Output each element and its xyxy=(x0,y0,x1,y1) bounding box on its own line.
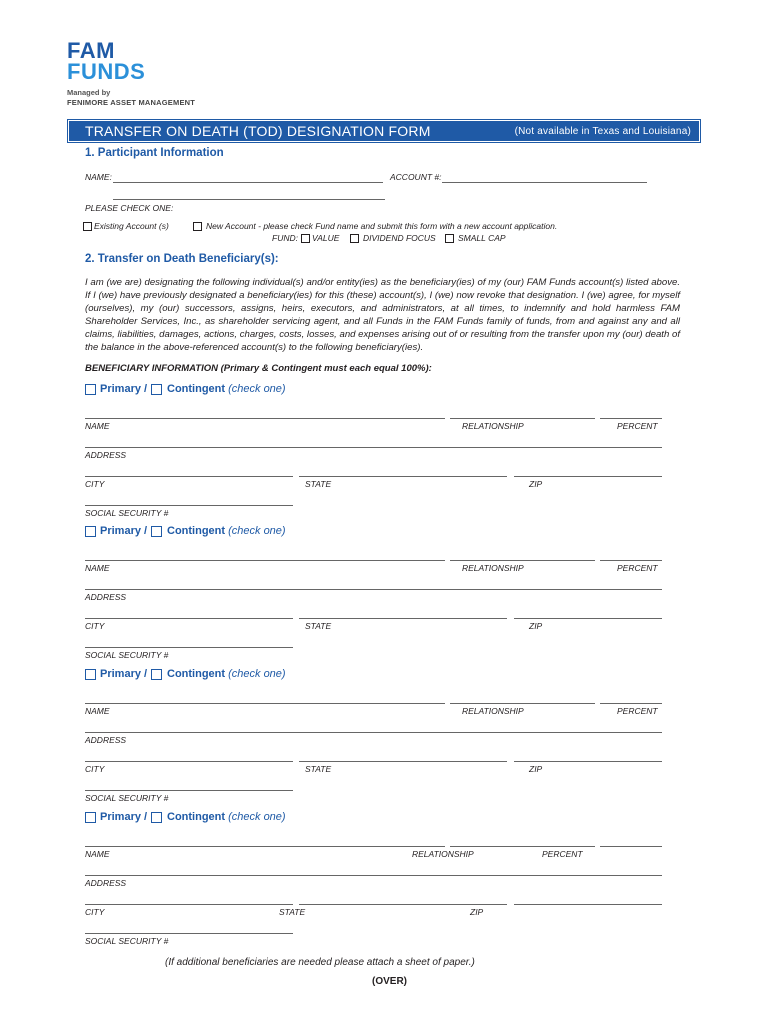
beneficiary-relationship-field-4[interactable] xyxy=(450,846,595,847)
contingent-label-1 xyxy=(167,383,286,395)
additional-beneficiaries-note: (If additional beneficiaries are needed please attach a sheet of paper.) xyxy=(165,957,475,968)
beneficiary-zip-field-4[interactable] xyxy=(514,904,662,905)
beneficiary-info-label: BENEFICIARY INFORMATION (Primary & Contingent must each equal 100%): xyxy=(85,363,432,374)
beneficiary-percent-label-3: PERCENT xyxy=(617,706,658,716)
beneficiary-address-label-4: ADDRESS xyxy=(85,878,127,888)
form-title: TRANSFER ON DEATH (TOD) DESIGNATION FORM xyxy=(85,123,431,139)
beneficiary-ssn-field-3[interactable] xyxy=(85,790,293,791)
beneficiary-city-field-3[interactable] xyxy=(85,761,293,762)
beneficiary-ssn-label-1: SOCIAL SECURITY # xyxy=(85,508,169,518)
form-title-banner xyxy=(68,120,700,142)
logo-funds: FUNDS xyxy=(67,59,146,84)
contingent-text-1: Contingent xyxy=(167,383,226,395)
beneficiary-city-field-1[interactable] xyxy=(85,476,293,477)
primary-text-2: Primary / xyxy=(100,525,148,537)
beneficiary-relationship-label-3: RELATIONSHIP xyxy=(462,706,524,716)
beneficiary-address-label-2: ADDRESS xyxy=(85,592,127,602)
existing-account-label: Existing Account (s) xyxy=(94,221,169,231)
beneficiary-relationship-label-2: RELATIONSHIP xyxy=(462,563,524,573)
beneficiary-city-field-2[interactable] xyxy=(85,618,293,619)
beneficiary-city-label-3: CITY xyxy=(85,764,105,774)
beneficiary-zip-label-1: ZIP xyxy=(529,479,543,489)
beneficiary-zip-field-1[interactable] xyxy=(514,476,662,477)
name-field-line2[interactable] xyxy=(113,199,385,200)
fund-dividend-focus-label: DIVIDEND FOCUS xyxy=(363,233,436,243)
beneficiary-percent-field-3[interactable] xyxy=(600,703,662,704)
beneficiary-name-field-1[interactable] xyxy=(85,418,445,419)
beneficiary-percent-field-1[interactable] xyxy=(600,418,662,419)
fund-label: FUND: xyxy=(272,233,298,243)
account-label: ACCOUNT #: xyxy=(390,172,442,182)
fund-small-cap-checkbox[interactable] xyxy=(445,234,454,243)
beneficiary-percent-field-2[interactable] xyxy=(600,560,662,561)
beneficiary-state-label-1: STATE xyxy=(305,479,332,489)
primary-checkbox-4[interactable] xyxy=(85,812,96,823)
contingent-checkbox-1[interactable] xyxy=(151,384,162,395)
beneficiary-city-label-1: CITY xyxy=(85,479,105,489)
check-one-text-4: (check one) xyxy=(228,811,286,823)
contingent-checkbox-4[interactable] xyxy=(151,812,162,823)
beneficiary-zip-label-4: ZIP xyxy=(470,907,484,917)
primary-label-1 xyxy=(100,383,147,395)
beneficiary-state-label-3: STATE xyxy=(305,764,332,774)
beneficiary-relationship-field-2[interactable] xyxy=(450,560,595,561)
name-label: NAME: xyxy=(85,172,112,182)
beneficiary-ssn-label-2: SOCIAL SECURITY # xyxy=(85,650,169,660)
beneficiary-relationship-field-1[interactable] xyxy=(450,418,595,419)
contingent-text-3: Contingent xyxy=(167,668,226,680)
account-field[interactable] xyxy=(442,182,647,183)
fund-value-checkbox[interactable] xyxy=(301,234,310,243)
over-label: (OVER) xyxy=(372,976,407,987)
primary-label-2 xyxy=(100,525,147,537)
beneficiary-name-label-2: NAME xyxy=(85,563,110,573)
beneficiary-city-field-4[interactable] xyxy=(85,904,293,905)
beneficiary-state-label-4: STATE xyxy=(279,907,306,917)
section2-heading: 2. Transfer on Death Beneficiary(s): xyxy=(85,253,279,265)
contingent-label-4 xyxy=(167,811,286,823)
check-one-text-3: (check one) xyxy=(228,668,286,680)
contingent-text-2: Contingent xyxy=(167,525,226,537)
beneficiary-state-field-4[interactable] xyxy=(299,904,507,905)
beneficiary-state-label-2: STATE xyxy=(305,621,332,631)
logo-fenimore: FENIMORE ASSET MANAGEMENT xyxy=(67,98,196,107)
beneficiary-state-field-1[interactable] xyxy=(299,476,507,477)
beneficiary-address-label-1: ADDRESS xyxy=(85,450,127,460)
beneficiary-name-field-4[interactable] xyxy=(85,846,445,847)
fund-dividend-focus-checkbox[interactable] xyxy=(350,234,359,243)
section1-heading: 1. Participant Information xyxy=(85,147,224,159)
existing-account-checkbox[interactable] xyxy=(83,222,92,231)
beneficiary-percent-field-4[interactable] xyxy=(600,846,662,847)
check-one-text-1: (check one) xyxy=(228,383,286,395)
contingent-label-2 xyxy=(167,525,286,537)
primary-label-3 xyxy=(100,668,147,680)
beneficiary-name-field-3[interactable] xyxy=(85,703,445,704)
beneficiary-percent-label-2: PERCENT xyxy=(617,563,658,573)
new-account-checkbox[interactable] xyxy=(193,222,202,231)
beneficiary-ssn-label-4: SOCIAL SECURITY # xyxy=(85,936,169,946)
designation-paragraph: I am (we are) designating the following individual(s) and/or entity(ies) as the beneficiary(ies) of my (our) FAM Funds account(s) listed above. If I (we) have previously designated a beneficiary(ies) for this (these) account(s), I (we) now revoke that designation. I (we) agree, for myself (ourselves), my (our) successors, assigns, heirs, executors, and administrators, at all times, to indemnify and hold harmless FAM Shareholder Services, Inc., as shareholder servicing agent, and all Funds in the FAM Funds family of funds, from and against any and all claims, liabilities, damages, actions, charges, costs, losses, and expenses arising out of or resulting from the transfer upon my (our) death of the balance in the above-referenced account(s) to the following beneficiary(ies). xyxy=(85,277,680,353)
beneficiary-name-label-3: NAME xyxy=(85,706,110,716)
beneficiary-relationship-field-3[interactable] xyxy=(450,703,595,704)
beneficiary-relationship-label-4: RELATIONSHIP xyxy=(412,849,474,859)
check-one-text-2: (check one) xyxy=(228,525,286,537)
please-check-label: PLEASE CHECK ONE: xyxy=(85,203,174,213)
primary-label-4 xyxy=(100,811,147,823)
primary-text-3: Primary / xyxy=(100,668,148,680)
beneficiary-address-field-4[interactable] xyxy=(85,875,662,876)
fund-small-cap-label: SMALL CAP xyxy=(458,233,506,243)
contingent-text-4: Contingent xyxy=(167,811,226,823)
beneficiary-address-field-2[interactable] xyxy=(85,589,662,590)
logo-fam: FAM xyxy=(67,38,115,63)
beneficiary-ssn-field-4[interactable] xyxy=(85,933,293,934)
beneficiary-city-label-2: CITY xyxy=(85,621,105,631)
beneficiary-state-field-2[interactable] xyxy=(299,618,507,619)
beneficiary-zip-label-3: ZIP xyxy=(529,764,543,774)
beneficiary-zip-label-2: ZIP xyxy=(529,621,543,631)
beneficiary-name-label-1: NAME xyxy=(85,421,110,431)
beneficiary-zip-field-2[interactable] xyxy=(514,618,662,619)
primary-checkbox-1[interactable] xyxy=(85,384,96,395)
primary-text-1: Primary / xyxy=(100,383,148,395)
logo-managed-by: Managed by xyxy=(67,88,111,97)
beneficiary-zip-field-3[interactable] xyxy=(514,761,662,762)
beneficiary-ssn-field-1[interactable] xyxy=(85,505,293,506)
beneficiary-ssn-label-3: SOCIAL SECURITY # xyxy=(85,793,169,803)
beneficiary-ssn-field-2[interactable] xyxy=(85,647,293,648)
beneficiary-address-field-1[interactable] xyxy=(85,447,662,448)
primary-text-4: Primary / xyxy=(100,811,148,823)
beneficiary-relationship-label-1: RELATIONSHIP xyxy=(462,421,524,431)
primary-checkbox-3[interactable] xyxy=(85,669,96,680)
new-account-label: New Account - please check Fund name and submit this form with a new account application. xyxy=(206,221,558,231)
beneficiary-percent-label-4: PERCENT xyxy=(542,849,583,859)
beneficiary-address-label-3: ADDRESS xyxy=(85,735,127,745)
contingent-checkbox-3[interactable] xyxy=(151,669,162,680)
availability-note: (Not available in Texas and Louisiana) xyxy=(514,126,691,137)
beneficiary-address-field-3[interactable] xyxy=(85,732,662,733)
beneficiary-percent-label-1: PERCENT xyxy=(617,421,658,431)
name-field[interactable] xyxy=(113,182,383,183)
beneficiary-name-field-2[interactable] xyxy=(85,560,445,561)
contingent-label-3 xyxy=(167,668,286,680)
beneficiary-name-label-4: NAME xyxy=(85,849,110,859)
fund-value-label: VALUE xyxy=(312,233,340,243)
primary-checkbox-2[interactable] xyxy=(85,526,96,537)
contingent-checkbox-2[interactable] xyxy=(151,526,162,537)
beneficiary-city-label-4: CITY xyxy=(85,907,105,917)
beneficiary-state-field-3[interactable] xyxy=(299,761,507,762)
